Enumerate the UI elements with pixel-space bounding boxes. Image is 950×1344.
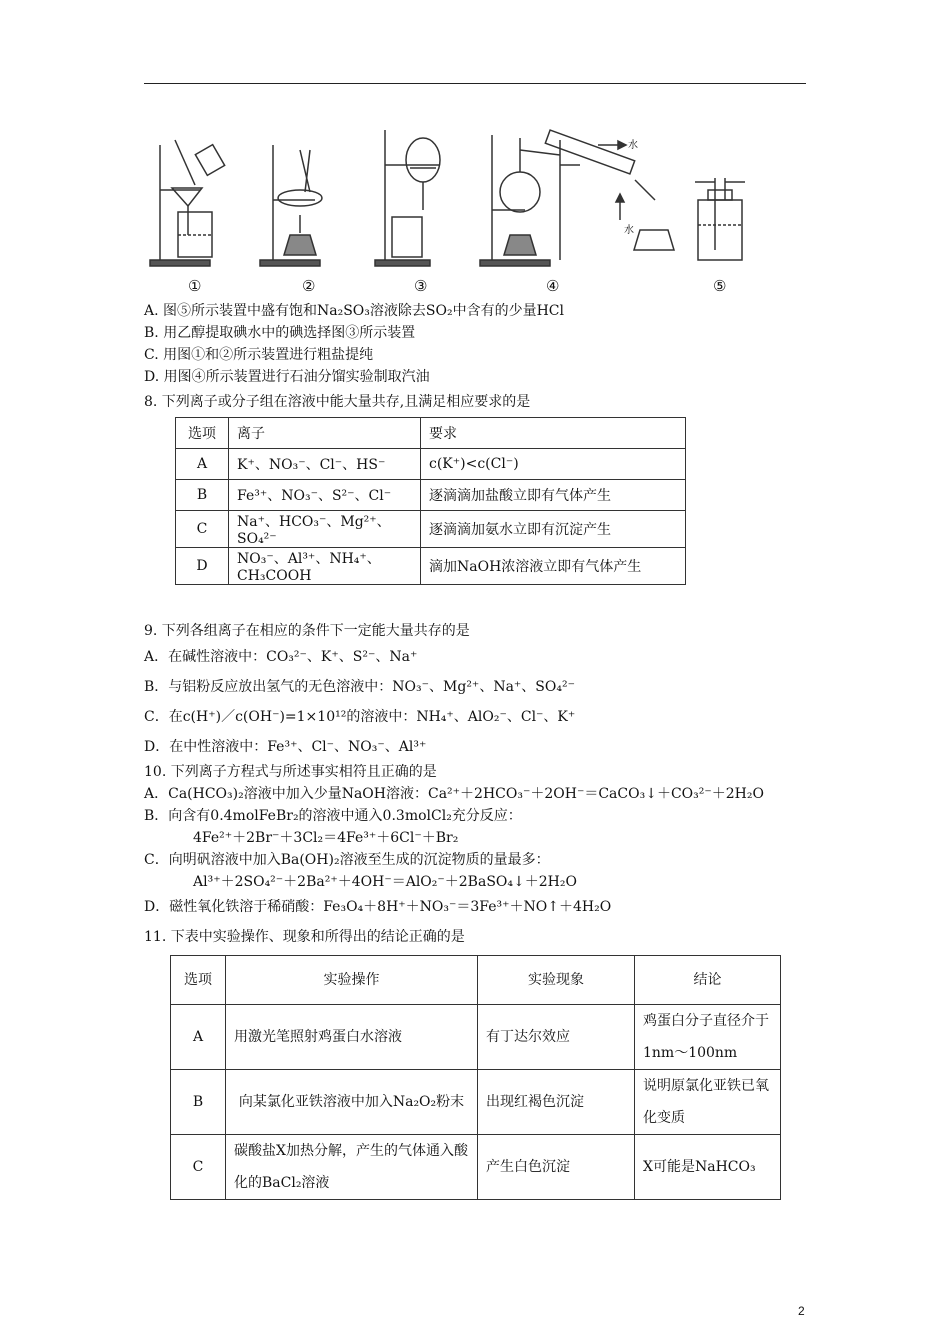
q8-stem: 8. 下列离子或分子组在溶液中能大量共存,且满足相应要求的是 [144,394,531,410]
apparatus-3-separatory-funnel [375,130,440,266]
figure-label-4: ④ [546,277,560,295]
table-cell: 用激光笔照射鸡蛋白水溶液 [226,1005,478,1070]
q7-option-a: A. 图⑤所示装置中盛有饱和Na₂SO₃溶液除去SO₂中含有的少量HCl [144,303,564,319]
q10-option-d: D．磁性氧化铁溶于稀硝酸：Fe₃O₄＋8H⁺＋NO₃⁻＝3Fe³⁺＋NO↑＋4H₂O [144,899,612,915]
apparatus-5-gas-washing-bottle [695,178,745,260]
q8-table [175,417,686,585]
table-cell: B [176,480,229,511]
q7-option-d: D. 用图④所示装置进行石油分馏实验制取汽油 [144,369,430,385]
table-cell: 产生白色沉淀 [478,1135,635,1200]
header-cell: 要求 [421,418,686,449]
q10-stem: 10. 下列离子方程式与所述事实相符且正确的是 [144,764,437,780]
header-cell: 选项 [171,956,226,1005]
apparatus-4-distillation [480,130,674,266]
table-header-row [171,956,781,1005]
page-number: 2 [798,1304,805,1318]
q10-option-a: A．Ca(HCO₃)₂溶液中加入少量NaOH溶液：Ca²⁺＋2HCO₃⁻＋2OH⁻＝CaCO₃↓＋CO₃²⁻＋2H₂O [144,786,764,802]
table-row [176,449,686,480]
q10-option-c-equation: Al³⁺＋2SO₄²⁻＋2Ba²⁺＋4OH⁻＝AlO₂⁻＋2BaSO₄↓＋2H₂O [193,874,577,890]
q11-stem: 11. 下表中实验操作、现象和所得出的结论正确的是 [144,929,465,945]
apparatus-2-evaporation [260,145,322,266]
table-row [171,1070,781,1135]
apparatus-figure [140,120,760,280]
figure-label-5: ⑤ [713,277,727,295]
table-cell: C [171,1135,226,1200]
header-rule [144,83,806,84]
apparatus-1-filtration [150,140,225,266]
header-cell: 实验操作 [226,956,478,1005]
table-cell: D [176,548,229,585]
table-cell: B [171,1070,226,1135]
header-cell: 实验现象 [478,956,635,1005]
table-cell: 说明原氯化亚铁已氧化变质 [635,1070,781,1135]
q9-option-c: C．在c(H⁺)／c(OH⁻)=1×10¹²的溶液中：NH₄⁺、AlO₂⁻、Cl⁻、K⁺ [144,709,576,725]
table-cell: NO₃⁻、Al³⁺、NH₄⁺、CH₃COOH [229,548,421,585]
table-cell: 逐滴滴加氨水立即有沉淀产生 [421,511,686,548]
table-cell: 向某氯化亚铁溶液中加入Na₂O₂粉末 [226,1070,478,1135]
table-cell: 有丁达尔效应 [478,1005,635,1070]
table-row [171,1135,781,1200]
header-cell: 结论 [635,956,781,1005]
table-cell: 鸡蛋白分子直径介于1nm～100nm [635,1005,781,1070]
header-cell: 离子 [229,418,421,449]
figure-label-3: ③ [414,277,428,295]
water-in-label: 水 [624,225,634,236]
table-cell: X可能是NaHCO₃ [635,1135,781,1200]
table-cell: Na⁺、HCO₃⁻、Mg²⁺、SO₄²⁻ [229,511,421,548]
q10-option-c: C．向明矾溶液中加入Ba(OH)₂溶液至生成的沉淀物质的量最多： [144,852,550,868]
q9-option-d: D．在中性溶液中：Fe³⁺、Cl⁻、NO₃⁻、Al³⁺ [144,739,427,755]
table-header-row [176,418,686,449]
table-row [176,511,686,548]
q10-option-b-equation: 4Fe²⁺＋2Br⁻＋3Cl₂＝4Fe³⁺＋6Cl⁻＋Br₂ [193,830,459,846]
header-cell: 选项 [176,418,229,449]
table-row [176,480,686,511]
q7-option-c: C. 用图①和②所示装置进行粗盐提纯 [144,347,374,363]
table-cell: K⁺、NO₃⁻、Cl⁻、HS⁻ [229,449,421,480]
table-cell: 碳酸盐X加热分解，产生的气体通入酸化的BaCl₂溶液 [226,1135,478,1200]
water-out-label: 水 [628,140,638,151]
q11-table [170,955,781,1200]
table-cell: 逐滴滴加盐酸立即有气体产生 [421,480,686,511]
q9-option-a: A．在碱性溶液中：CO₃²⁻、K⁺、S²⁻、Na⁺ [144,649,418,665]
figure-label-1: ① [188,277,202,295]
table-cell: Fe³⁺、NO₃⁻、S²⁻、Cl⁻ [229,480,421,511]
table-cell: A [171,1005,226,1070]
q9-option-b: B．与铝粉反应放出氢气的无色溶液中：NO₃⁻、Mg²⁺、Na⁺、SO₄²⁻ [144,679,575,695]
figure-label-2: ② [302,277,316,295]
table-cell: c(K⁺)<c(Cl⁻) [421,449,686,480]
table-row [176,548,686,585]
q10-option-b: B．向含有0.4molFeBr₂的溶液中通入0.3molCl₂充分反应： [144,808,522,824]
table-cell: A [176,449,229,480]
q7-option-b: B. 用乙醇提取碘水中的碘选择图③所示装置 [144,325,416,341]
table-cell: 出现红褐色沉淀 [478,1070,635,1135]
table-row [171,1005,781,1070]
q9-stem: 9. 下列各组离子在相应的条件下一定能大量共存的是 [144,623,470,639]
table-cell: 滴加NaOH浓溶液立即有气体产生 [421,548,686,585]
table-cell: C [176,511,229,548]
